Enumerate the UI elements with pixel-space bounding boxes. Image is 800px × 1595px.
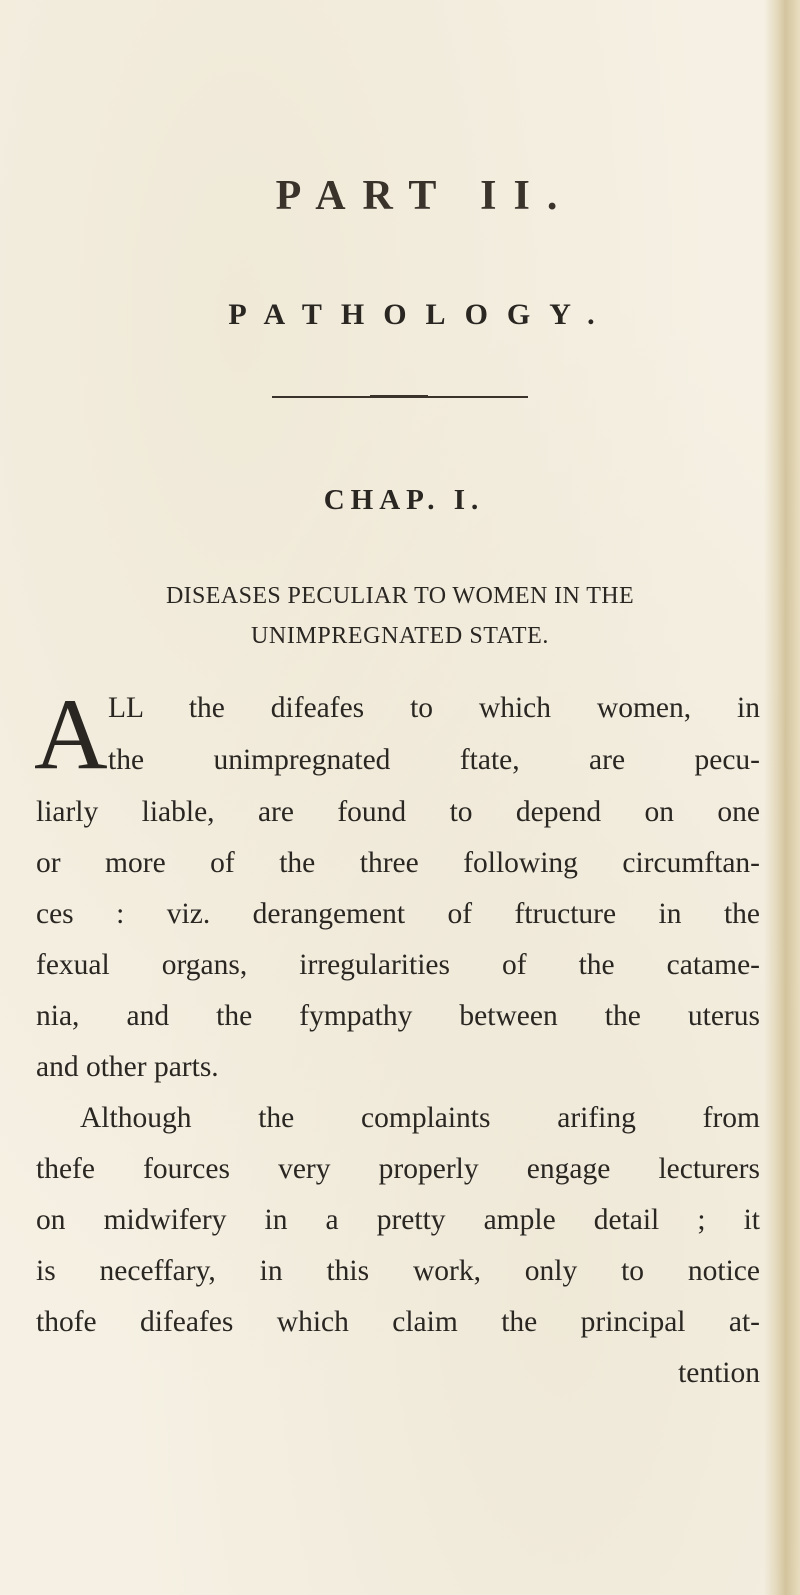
body-line-5: ces : viz. derangement of ftructure in the bbox=[36, 898, 760, 930]
body-line-13: thofe difeafes which claim the principal at- bbox=[36, 1306, 760, 1338]
drop-cap: A bbox=[34, 678, 108, 791]
body-line-4: or more of the three following circumftan- bbox=[36, 847, 760, 879]
body-line-7: nia, and the fympathy between the uterus bbox=[36, 1000, 760, 1032]
body-line-6: fexual organs, irregularities of the catame- bbox=[36, 949, 760, 981]
body-line-1: LL the difeafes to which women, in bbox=[108, 692, 760, 724]
chapter-heading-line-1: DISEASES PECULIAR TO WOMEN IN THE bbox=[165, 583, 635, 609]
body-line-12: is neceffary, in this work, only to notice bbox=[36, 1255, 760, 1287]
body-line-3: liarly liable, are found to depend on one bbox=[36, 796, 760, 828]
body-line-11: on midwifery in a pretty ample detail ; it bbox=[36, 1204, 760, 1236]
section-title: PATHOLOGY. bbox=[228, 298, 614, 331]
body-line-8: and other parts. bbox=[36, 1051, 219, 1083]
catchword: tention bbox=[678, 1357, 760, 1389]
chapter-heading-line-2: UNIMPREGNATED STATE. bbox=[250, 623, 550, 649]
body-line-10: thefe fources very properly engage lecturers bbox=[36, 1153, 760, 1185]
chapter-title: CHAP. I. bbox=[323, 484, 485, 516]
body-line-9: Although the complaints arifing from bbox=[80, 1102, 760, 1134]
part-title: PART II. bbox=[275, 173, 575, 219]
divider-rule-center bbox=[370, 395, 428, 398]
body-line-2: the unimpregnated ftate, are pecu- bbox=[108, 744, 760, 776]
page-gutter-shadow bbox=[764, 0, 800, 1595]
